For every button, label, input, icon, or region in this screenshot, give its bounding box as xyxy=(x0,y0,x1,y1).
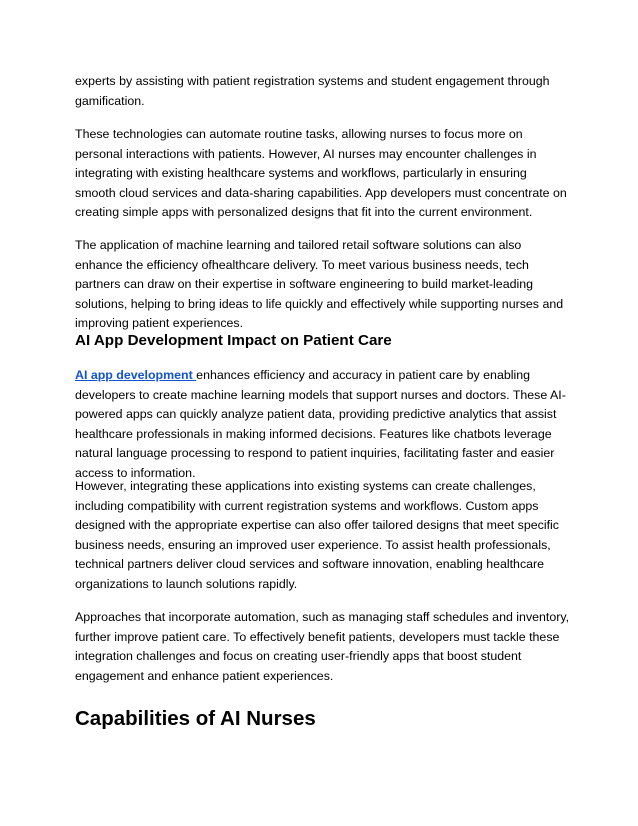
paragraph-approaches-automation: Approaches that incorporate automation, such as managing staff schedules and inventory, further improve patient care. To effectively benefit patients, developers must tackle these integration challenges and focus on creating user-friendly apps that boost student engagement and enhance patient experiences. xyxy=(75,610,570,683)
section-heading-patient-care: AI App Development Impact on Patient Care xyxy=(75,332,392,349)
paragraph-automation-tasks: These technologies can automate routine tasks, allowing nurses to focus more on personal interactions with patients. However, AI nurses may encounter challenges in integrating with existing healthcare systems and workflows, particularly in ensuring smooth cloud services and data-sharing capabilities. App developers must concentrate on creating simple apps with personalized designs that fit into the current environment. xyxy=(75,127,567,220)
paragraph-integration-challenges: However, integrating these applications into existing systems can create challenges, including compatibility with current registration systems and workflows. Custom apps designed with the appropriate expertise can also offer tailored designs that meet specific business needs, ensuring an improved user experience. To assist health professionals, technical partners deliver cloud services and software innovation, enabling healthcare organizations to launch solutions rapidly. xyxy=(75,479,559,591)
paragraph-gamification: experts by assisting with patient registration systems and student engagement through gamification. xyxy=(75,74,550,108)
section-heading-capabilities: Capabilities of AI Nurses xyxy=(75,707,316,730)
paragraph-ai-app-development xyxy=(75,366,570,484)
paragraph-ai-app-development-text: enhances efficiency and accuracy in patient care by enabling developers to create machine learning models that support nurses and doctors. These AI-powered apps can quickly analyze patient data, providing predictive analytics that assist healthcare professionals in making informed decisions. Features like chatbots leverage natural language processing to respond to patient inquiries, facilitating faster and easier access to information. xyxy=(75,368,566,480)
ai-app-development-link[interactable]: AI app development xyxy=(75,368,197,382)
paragraph-machine-learning: The application of machine learning and tailored retail software solutions can also enhance the efficiency ofhealthcare delivery. To meet various business needs, tech partners can draw on their expertise in software engineering to build market-leading solutions, helping to bring ideas to life quickly and effectively while supporting nurses and improving patient experiences. xyxy=(75,238,564,331)
